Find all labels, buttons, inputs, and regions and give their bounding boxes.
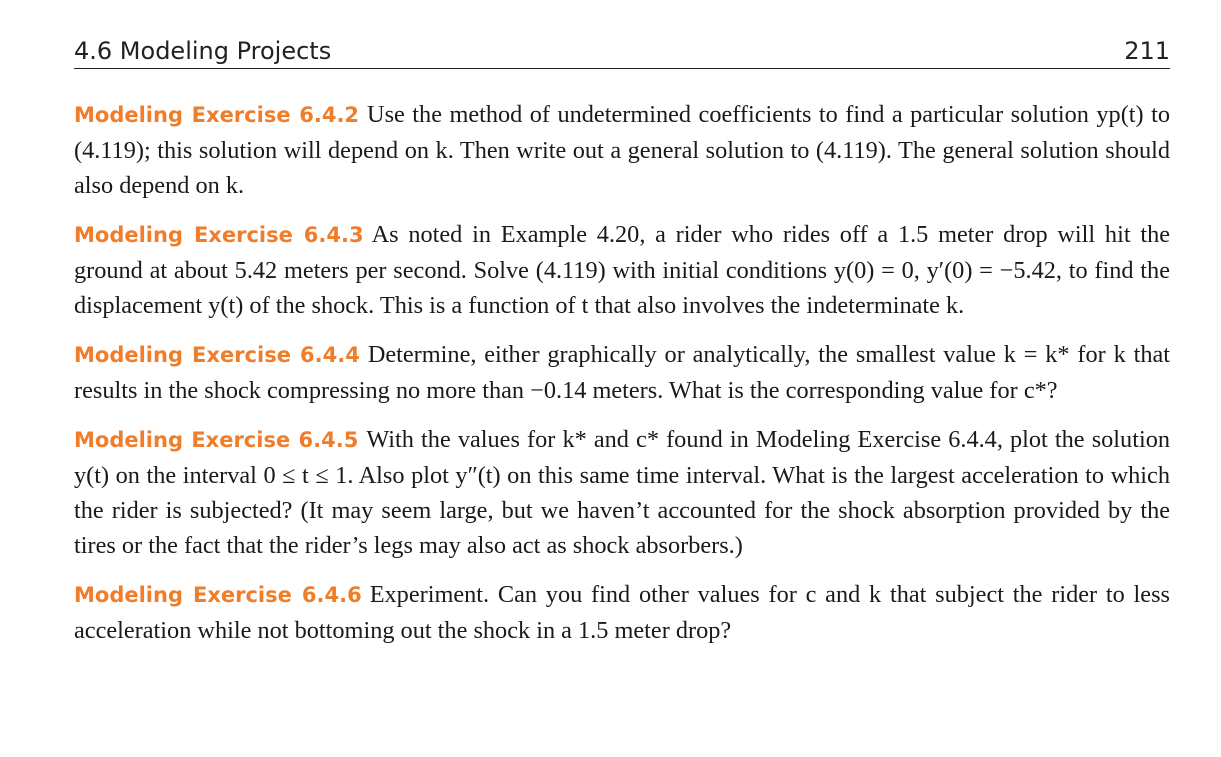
exercise-label: Modeling Exercise 6.4.3 xyxy=(74,223,364,247)
exercise-text: With the values for k* and c* found in Modeling Exercise 6.4.4, plot the solution y(t) on the interval 0 ≤ t ≤ 1. Also plot y″(t) on this same time interval. What is the largest acceleration to which the rider is subjected? (It may seem large, but we haven’t accounted for the shock absorption provided by the tires or the fact that the rider’s legs may also act as shock absorbers.) xyxy=(74,426,1170,559)
running-header xyxy=(74,30,1170,69)
exercise-text: Experiment. Can you find other values for c and k that subject the rider to less acceleration while not bottoming out the shock in a 1.5 meter drop? xyxy=(74,581,1170,644)
exercise-label: Modeling Exercise 6.4.4 xyxy=(74,343,360,367)
section-title: 4.6 Modeling Projects xyxy=(74,37,332,65)
exercise-6-4-6 xyxy=(74,577,1170,648)
exercise-label: Modeling Exercise 6.4.5 xyxy=(74,428,359,452)
exercise-6-4-2 xyxy=(74,97,1170,203)
exercise-text: As noted in Example 4.20, a rider who rides off a 1.5 meter drop will hit the ground at about 5.42 meters per second. Solve (4.119) with initial conditions y(0) = 0, y′(0) = −5.42, to find the displacement y(t) of the shock. This is a function of t that also involves the indeterminate k. xyxy=(74,221,1170,319)
document-page xyxy=(74,30,1170,648)
exercise-6-4-4 xyxy=(74,337,1170,408)
exercise-6-4-5 xyxy=(74,422,1170,563)
exercise-label: Modeling Exercise 6.4.2 xyxy=(74,103,360,127)
exercise-text: Use the method of undetermined coefficients to find a particular solution yp(t) to (4.119); this solution will depend on k. Then write out a general solution to (4.119). The general solution should also depend on k. xyxy=(74,101,1170,199)
exercise-text: Determine, either graphically or analytically, the smallest value k = k* for k that results in the shock compressing no more than −0.14 meters. What is the corresponding value for c*? xyxy=(74,341,1170,404)
exercise-label: Modeling Exercise 6.4.6 xyxy=(74,583,362,607)
page-number: 211 xyxy=(1124,37,1170,65)
exercise-6-4-3 xyxy=(74,217,1170,323)
